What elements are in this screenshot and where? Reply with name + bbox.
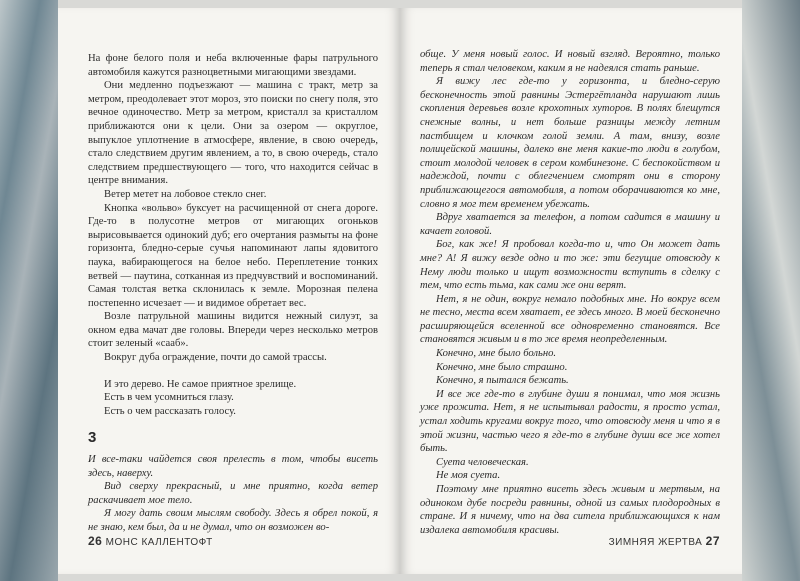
verse-line: Есть в чем усомниться глазу. [104,392,234,404]
italic-paragraph: Я вижу лес где-то у горизонта, и бледно-серую бесконечность этой равнины Эстергётланда нарушают лишь скопления деревьев возле крохотных хуторов. В полях блещутся снежные волны, и нет больше разницы между летним пастбищем и клочком голой земли. А там, внизу, возле полицейской машины, далеко вне меня какие-то люди в голубом, стоит молодой человек в сером комбинезоне. С беспокойством и надеждой, почти с облегчением смотрят они в сторону приближающегося автомобиля, а потом оборачиваются ко мне, словно я мог тем временем убежать. [420,76,720,210]
right-folio [609,534,720,548]
paragraph: Кнопка «вольво» буксует на расчищенной от снега дороге. Где-то в полусотне метров от мигающих огоньков вырисовывается одинокий дуб; его очертания размыты на фоне горизонта, бледно-серые сучья напоминают лапы ядовитого паука, вабирающегося на белое небо. Переплетение тонких ветвей — паутина, сотканная из предчувствий и воспоминаний. Самая толстая ветка склонилась к земле. Морозная пелена постепенно исчезает — и видимое обретает вес. [88,202,378,309]
italic-paragraph: Вдруг хватается за телефон, а потом садится в машину и качает головой. [420,212,720,237]
italic-paragraph: Суета человеческая. [436,456,529,468]
page-number: 27 [705,534,720,548]
italic-paragraph: И все-таки чайдется своя прелесть в том, чтобы висеть здесь, наверху. [88,454,378,479]
verse-line: И это дерево. Не самое приятное зрелище. [104,378,297,390]
italic-paragraph: Конечно, мне было больно. [436,348,557,360]
verse-line: Есть о чем рассказать голосу. [104,405,236,417]
chapter-number: 3 [88,429,97,447]
left-page [58,8,400,574]
paragraph: Ветер метет на лобовое стекло снег. [104,188,267,200]
book-cover-edge-right [742,0,800,581]
running-head-author: МОНС КАЛЛЕНТОФТ [105,537,213,548]
paragraph: Возле патрульной машины видится нежный силуэт, за окном едва мачат две головы. Впереди через несколько метров стоит зеленый «сааб». [88,311,378,350]
italic-paragraph: Бог, как же! Я пробовал когда-то и, что Он может дать мне? А! Я вижу везде одно и то же: эти бегущие отовсюду к Нему люди только и ищут возможности вступить в сделку с тем, что есть тьма, как сами же они верят. [420,239,720,292]
italic-paragraph: И все же где-то в глубине души я понимал, что моя жизнь уже прожита. Нет, я не испытывал радости, я просто устал, устал ходить кругами вокруг того, что отовсюду меня и что я в этой жизни, частью чего я где-то в глубине души все же хотел быть. [420,388,720,455]
left-folio [88,534,213,548]
italic-paragraph: Поэтому мне приятно висеть здесь живым и мертвым, на одиноком дубе посреди равнины, одной из самых плодородных в стране. И я ничему, что на два ситела приближающихся к нам издалека автомобиля красивы. [420,484,720,536]
book-cover-edge-left [0,0,58,581]
italic-paragraph: обще. У меня новый голос. И новый взгляд. Вероятно, только теперь я стал человеком, каким я не надеялся стать раньше. [420,49,720,74]
paragraph: На фоне белого поля и неба включенные фары патрульного автомобиля кажутся разноцветными мигающими звездами. [88,53,378,78]
italic-paragraph: Не моя суета. [436,470,501,482]
paragraph: Они медленно подъезжают — машина с тракт, метр за метром, преодолевает этот мороз, это поиски по снегу поля, это вечное одиночество. Метр за метром, кристалл за кристаллом приближаются они к цели. Они за озером — округлое, выпуклое уплотнение в атмосфере, явление, в свою очередь, стало следствием другим явлением, а то, в свою очередь, стало следствием предшествующего — того, что находится сейчас в центре внимания. [88,80,378,187]
right-page [400,8,742,574]
italic-paragraph: Вид сверху прекрасный, и мне приятно, когда ветер раскачивает мое тело. [88,481,378,506]
paragraph: Вокруг дуба ограждение, почти до самой трассы. [104,352,327,364]
italic-paragraph: Конечно, мне было страшно. [436,361,568,373]
italic-paragraph: Конечно, я пытался бежать. [436,375,569,387]
right-page-text [420,48,720,537]
left-page-text [88,52,378,535]
italic-paragraph: Я могу дать своим мыслям свободу. Здесь я обрел покой, я не знаю, кем был, да и не думал, что он возможен во- [88,508,378,533]
page-number: 26 [88,534,103,548]
italic-paragraph: Нет, я не один, вокруг немало подобных мне. Но вокруг всем не тесно, места всем хватает, ее здесь много. В моей бесконечно расширяющейся вселенной все одновременно становятся. Все становятся живым и в то же время неопределенным. [420,293,720,346]
running-head-title: ЗИМНЯЯ ЖЕРТВА [608,537,703,548]
